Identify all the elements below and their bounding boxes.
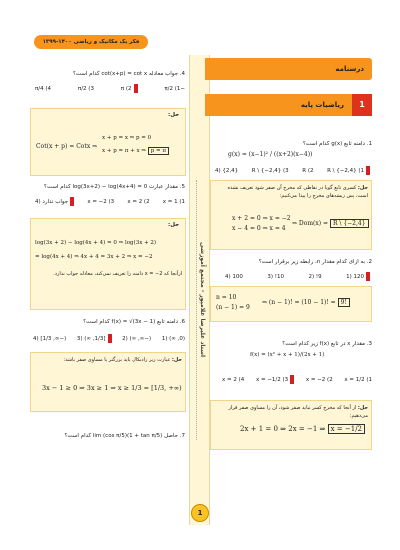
q4-option-4[interactable]: π/4 (4 <box>35 85 52 92</box>
sub-title: ریاضیات پایه <box>300 101 344 109</box>
q7-text: 7. حاصل lim (cos π/5)(1 + tan π/5) کدام است؟ <box>64 433 185 439</box>
q4-lhs: Cot(x + p) = Cotx ⇒ <box>36 143 98 150</box>
q6-option-2[interactable]: (−∞, ∞) (2 <box>122 335 152 342</box>
vertical-strip-text: استاد علیرضا غلامپور - مجتمع آموزشی <box>199 242 206 358</box>
q1-option-2[interactable]: R (2 <box>302 167 314 174</box>
q5-answer-box <box>30 218 186 310</box>
q3-option-1[interactable]: x = 1/2 (1 <box>344 376 372 383</box>
q1-answer-text: حل: کسری تابع گویا در نقاطی که مخرج آن صفر شود تعریف نشده است، پس ریشه‌های مخرج را پیدا می‌کنیم: <box>227 185 368 199</box>
q2-option-2[interactable]: 9! (2 <box>308 273 322 280</box>
q2-result: ⇒ (n − 1)! = (10 − 1)! = 9! <box>262 299 350 306</box>
q4-option-1[interactable]: −π/2 (1 <box>164 85 185 92</box>
section-header <box>205 58 372 80</box>
q5-line2: = log(4x + 4) ⇒ 4x + 4 = 3x + 2 ⇒ x = −2 <box>35 254 153 260</box>
q5-answer-label: حل: <box>168 222 180 228</box>
q6-answer-text: حل: عبارت زیر رادیکال باید بزرگتر یا مساوی صفر باشد: <box>63 357 182 363</box>
sub-number: 1 <box>352 94 372 116</box>
q2-text: 2. به ازای کدام مقدار n، رابطه زیر برقرار است؟ <box>258 259 372 265</box>
q2-option-3[interactable]: 10! (3 <box>267 273 285 280</box>
q5-option-2[interactable]: x = 2 (2 <box>127 198 150 205</box>
q4-answer-label: حل: <box>168 112 180 118</box>
q1-answer-line2: x − 4 = 0 ⇒ x = 4 <box>232 225 286 232</box>
section-title: درسنامه <box>335 65 364 73</box>
q1-number: 1. <box>366 141 372 147</box>
q5-option-3[interactable]: x = −2 (3 <box>87 198 115 205</box>
q6-option-1[interactable]: (0, ∞) (1 <box>161 335 185 342</box>
q3-option-3[interactable]: x = −1/2 (3 <box>256 375 294 384</box>
q4-text: 4. جواب معادله cot(x+p) = cot x کدام است؟ <box>72 71 185 77</box>
q5-note: ازآنجا که x = −2 دامنه را تعریف نمی‌کند، معادله جواب ندارد. <box>53 271 182 277</box>
q2-line2: (n − 1) = 9 <box>216 304 250 311</box>
q1-answer-line1: x + 2 = 0 ⇒ x = −2 <box>232 215 291 222</box>
q2-option-1[interactable]: 120 (1 <box>346 272 370 281</box>
q5-options <box>35 197 185 206</box>
q4-option-3[interactable]: π/2 (3 <box>77 85 94 92</box>
q2-option-4[interactable]: 100 (4 <box>225 273 243 280</box>
q3-option-4[interactable]: x = 2 (4 <box>222 376 245 383</box>
q6-options <box>33 334 185 343</box>
q5-option-4[interactable]: جواب ندارد (4 <box>35 197 74 206</box>
q1-options <box>215 166 370 175</box>
q4-option-2[interactable]: π (2 <box>121 84 138 93</box>
q4-case1: x + p = x ⇒ p = 0 <box>102 135 152 141</box>
q2-options <box>225 272 370 281</box>
q3-answer-eq: 2x + 1 = 0 ⇒ 2x = −1 ⇒ x = −1/2 <box>240 425 365 433</box>
q5-text: 5. مقدار عبارت log(3x+2) − log(4x+4) = 0 کدام است؟ <box>44 184 185 190</box>
q3-formula: f(x) = (x² + x + 1)/(2x + 1) <box>250 352 325 358</box>
q6-answer-eq: 3x − 1 ≥ 0 ⇒ 3x ≥ 1 ⇒ x ≥ 1/3 = [1/3, +∞) <box>42 384 182 392</box>
answer-mark <box>366 166 370 175</box>
q6-option-3[interactable]: [1/3, ∞) (3 <box>77 334 112 343</box>
q3-text: 3. مقدار x در تابع f(x) زیر کدام است؟ <box>282 341 372 347</box>
q6-text: 6. دامنه تابع f(x) = √(3x − 1) کدام است؟ <box>83 319 185 325</box>
q1-formula: g(x) = (x−1)² / ((x+2)(x−4)) <box>228 151 313 158</box>
q1-option-1[interactable]: R \ {−2,4} (1 <box>327 166 370 175</box>
q1-option-4[interactable]: {2,4} (4 <box>215 167 239 174</box>
q4-options <box>35 84 185 93</box>
q1-question: دامنه تابع g(x) کدام است؟ <box>302 141 365 147</box>
q1-text <box>212 140 372 148</box>
q1-answer-result: ⇒ Dom(x) = R \ {−2,4} <box>292 220 369 227</box>
q1-option-3[interactable]: R \ {−2,4} (3 <box>251 167 289 174</box>
q5-option-1[interactable]: x = 1 (1 <box>162 198 185 205</box>
sub-header <box>205 94 372 116</box>
q3-option-2[interactable]: x = −2 (2 <box>305 376 333 383</box>
q4-case2: x + p = π + x ⇒ p = π <box>102 148 169 154</box>
q3-answer-text: حل: از آنجا که مخرج کسر نباید صفر شود، آن را مساوی صفر قرار می‌دهیم: <box>228 405 368 419</box>
q2-line1: n = 10 <box>216 294 237 301</box>
q4-answer-box <box>30 108 186 176</box>
page-number: 1 <box>191 504 209 522</box>
top-banner: ۱۳۹۹-۱۴۰۰ فکر یک مکانیک و ریاضی <box>34 35 148 49</box>
q6-option-4[interactable]: (−∞, 1/3] (4 <box>33 335 67 342</box>
q3-options <box>222 375 372 384</box>
q5-line1: log(3x + 2) − log(4x + 4) = 0 ⇒ log(3x + 2) <box>35 240 157 246</box>
